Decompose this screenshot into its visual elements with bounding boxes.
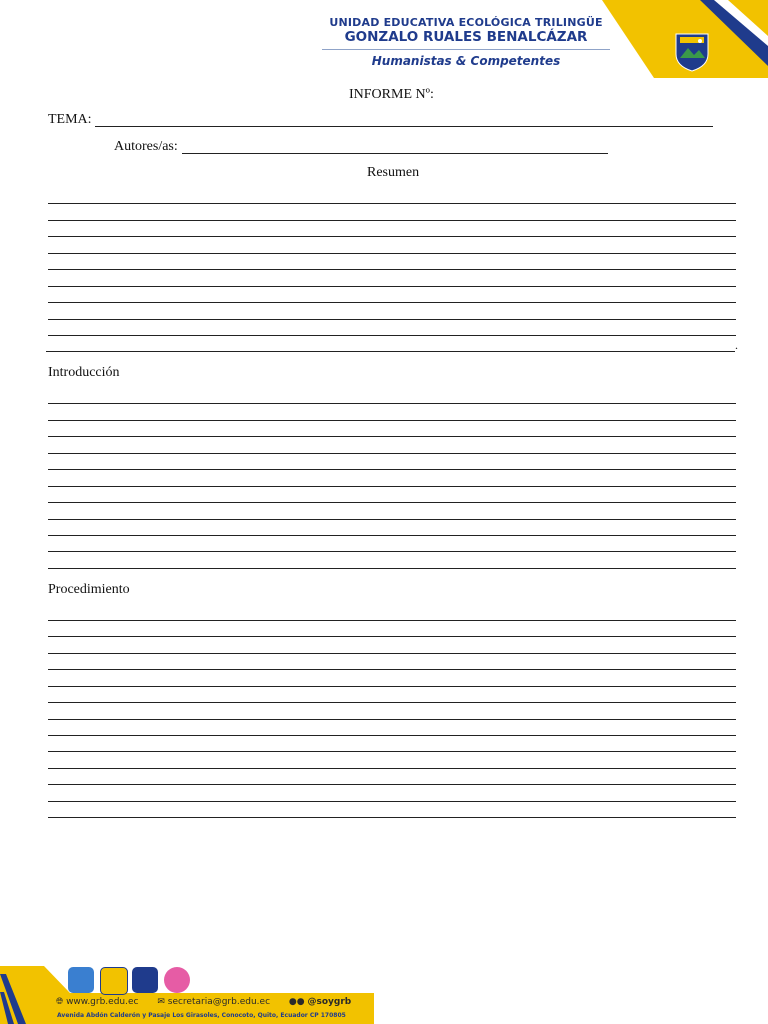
resumen-line[interactable] [48, 335, 736, 336]
introduccion-line[interactable] [48, 403, 736, 404]
introduccion-line[interactable] [48, 453, 736, 454]
email-link[interactable]: ✉ secretaria@grb.edu.ec [157, 997, 271, 1007]
tema-label: TEMA: [48, 112, 92, 127]
introduccion-line[interactable] [48, 568, 736, 569]
introduccion-line[interactable] [48, 551, 736, 552]
school-header [320, 16, 612, 68]
procedimiento-line[interactable] [48, 817, 736, 818]
resumen-line[interactable] [48, 220, 736, 221]
procedimiento-line[interactable] [48, 801, 736, 802]
resumen-heading: Resumen [367, 165, 420, 180]
social-text: @soygrb [307, 997, 352, 1007]
introduccion-line[interactable] [48, 436, 736, 437]
resumen-line[interactable] [46, 351, 735, 352]
mascot-icon-4 [164, 967, 190, 993]
resumen-line[interactable] [48, 253, 736, 254]
introduccion-line[interactable] [48, 502, 736, 503]
procedimiento-line[interactable] [48, 686, 736, 687]
procedimiento-line[interactable] [48, 768, 736, 769]
footer-contacts [56, 997, 367, 1007]
school-name-line1: UNIDAD EDUCATIVA ECOLÓGICA TRILINGÜE [329, 16, 603, 29]
informe-number-label: INFORME Nº: [349, 87, 434, 102]
procedimiento-heading: Procedimiento [48, 582, 130, 597]
procedimiento-line[interactable] [48, 702, 736, 703]
introduccion-line[interactable] [48, 469, 736, 470]
resumen-end-mark: . [735, 338, 738, 352]
procedimiento-line[interactable] [48, 620, 736, 621]
resumen-line[interactable] [48, 203, 736, 204]
mascot-icon-1 [68, 967, 94, 993]
school-name-line2: GONZALO RUALES BENALCÁZAR [344, 29, 588, 45]
procedimiento-line[interactable] [48, 636, 736, 637]
autores-input-line[interactable] [182, 153, 608, 154]
school-crest-icon [672, 28, 712, 72]
resumen-line[interactable] [48, 319, 736, 320]
introduccion-line[interactable] [48, 420, 736, 421]
introduccion-line[interactable] [48, 486, 736, 487]
introduccion-line[interactable] [48, 519, 736, 520]
resumen-line[interactable] [48, 286, 736, 287]
school-slogan: Humanistas & Competentes [371, 54, 561, 68]
introduccion-line[interactable] [48, 535, 736, 536]
mascot-icon-2 [100, 967, 128, 995]
autores-label: Autores/as: [114, 139, 178, 154]
email-text: secretaria@grb.edu.ec [167, 997, 271, 1007]
website-link[interactable]: 🌐︎ www.grb.edu.ec [56, 997, 139, 1007]
social-link[interactable]: ●● @soygrb [288, 997, 352, 1007]
procedimiento-line[interactable] [48, 719, 736, 720]
mascot-icon-3 [132, 967, 158, 993]
procedimiento-line[interactable] [48, 735, 736, 736]
introduccion-heading: Introducción [48, 365, 120, 380]
resumen-line[interactable] [48, 302, 736, 303]
procedimiento-line[interactable] [48, 751, 736, 752]
tema-input-line[interactable] [95, 126, 713, 127]
procedimiento-line[interactable] [48, 669, 736, 670]
footer-address: Avenida Abdón Calderón y Pasaje Los Girasoles, Conocoto, Quito, Ecuador CP 170805 [57, 1012, 346, 1019]
header-divider [322, 49, 610, 50]
resumen-line[interactable] [48, 269, 736, 270]
procedimiento-line[interactable] [48, 784, 736, 785]
resumen-line[interactable] [48, 236, 736, 237]
website-text: www.grb.edu.ec [66, 997, 139, 1007]
procedimiento-line[interactable] [48, 653, 736, 654]
